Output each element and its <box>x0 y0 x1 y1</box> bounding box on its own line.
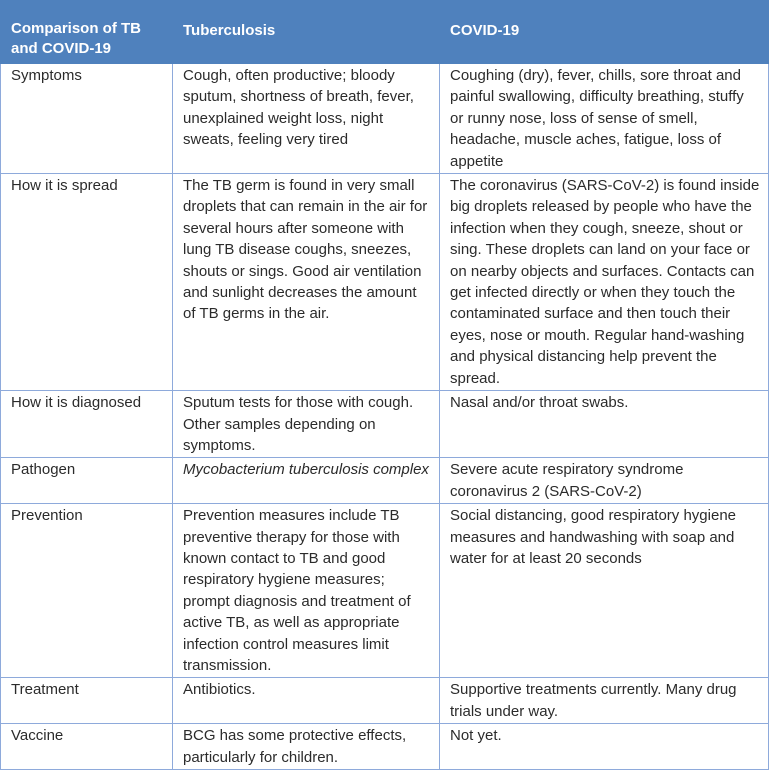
header-comparison: Comparison of TB and COVID-19 <box>1 1 173 64</box>
tb-cell: Antibiotics. <box>173 678 440 724</box>
row-label: How it is diagnosed <box>1 391 173 458</box>
row-symptoms <box>1 64 769 174</box>
tb-cell: The TB germ is found in very small droplets that can remain in the air for several hours after someone with lung TB disease coughs, sneezes, shouts or sings. Good air ventilation and sunlight decreases the amount of TB germs in the air. <box>173 174 440 391</box>
covid-cell: Supportive treatments currently. Many drug trials under way. <box>440 678 769 724</box>
tb-cell: Mycobacterium tuberculosis complex <box>173 458 440 504</box>
covid-cell: The coronavirus (SARS-CoV-2) is found inside big droplets released by people who have the infection when they cough, sneeze, shout or sing. These droplets can land on your face or on nearby objects and surfaces. Contacts can get infected directly or when they touch the contaminated surface and then touch their eyes, nose or mouth. Regular hand-washing and physical distancing help prevent the spread. <box>440 174 769 391</box>
row-label: Vaccine <box>1 724 173 770</box>
row-pathogen <box>1 458 769 504</box>
covid-cell: Not yet. <box>440 724 769 770</box>
covid-cell: Social distancing, good respiratory hygiene measures and handwashing with soap and water for at least 20 seconds <box>440 504 769 678</box>
row-label: Symptoms <box>1 64 173 174</box>
header-row <box>1 1 769 64</box>
covid-cell: Nasal and/or throat swabs. <box>440 391 769 458</box>
row-spread <box>1 174 769 391</box>
row-diagnosed <box>1 391 769 458</box>
row-label: Pathogen <box>1 458 173 504</box>
tb-cell: Sputum tests for those with cough. Other samples depending on symptoms. <box>173 391 440 458</box>
header-tuberculosis: Tuberculosis <box>173 1 440 64</box>
tb-cell: Prevention measures include TB preventive therapy for those with known contact to TB and good respiratory hygiene measures; prompt diagnosis and treatment of active TB, as well as appropriate infection control measures limit transmission. <box>173 504 440 678</box>
covid-cell: Severe acute respiratory syndrome coronavirus 2 (SARS-CoV-2) <box>440 458 769 504</box>
row-label: Treatment <box>1 678 173 724</box>
tb-cell: Cough, often productive; bloody sputum, shortness of breath, fever, unexplained weight loss, night sweats, feeling very tired <box>173 64 440 174</box>
header-covid: COVID-19 <box>440 1 769 64</box>
row-label: Prevention <box>1 504 173 678</box>
row-treatment <box>1 678 769 724</box>
row-prevention <box>1 504 769 678</box>
covid-cell: Coughing (dry), fever, chills, sore throat and painful swallowing, difficulty breathing, stuffy or runny nose, loss of sense of smell, headache, muscle aches, fatigue, loss of appetite <box>440 64 769 174</box>
row-label: How it is spread <box>1 174 173 391</box>
tb-cell: BCG has some protective effects, particularly for children. <box>173 724 440 770</box>
